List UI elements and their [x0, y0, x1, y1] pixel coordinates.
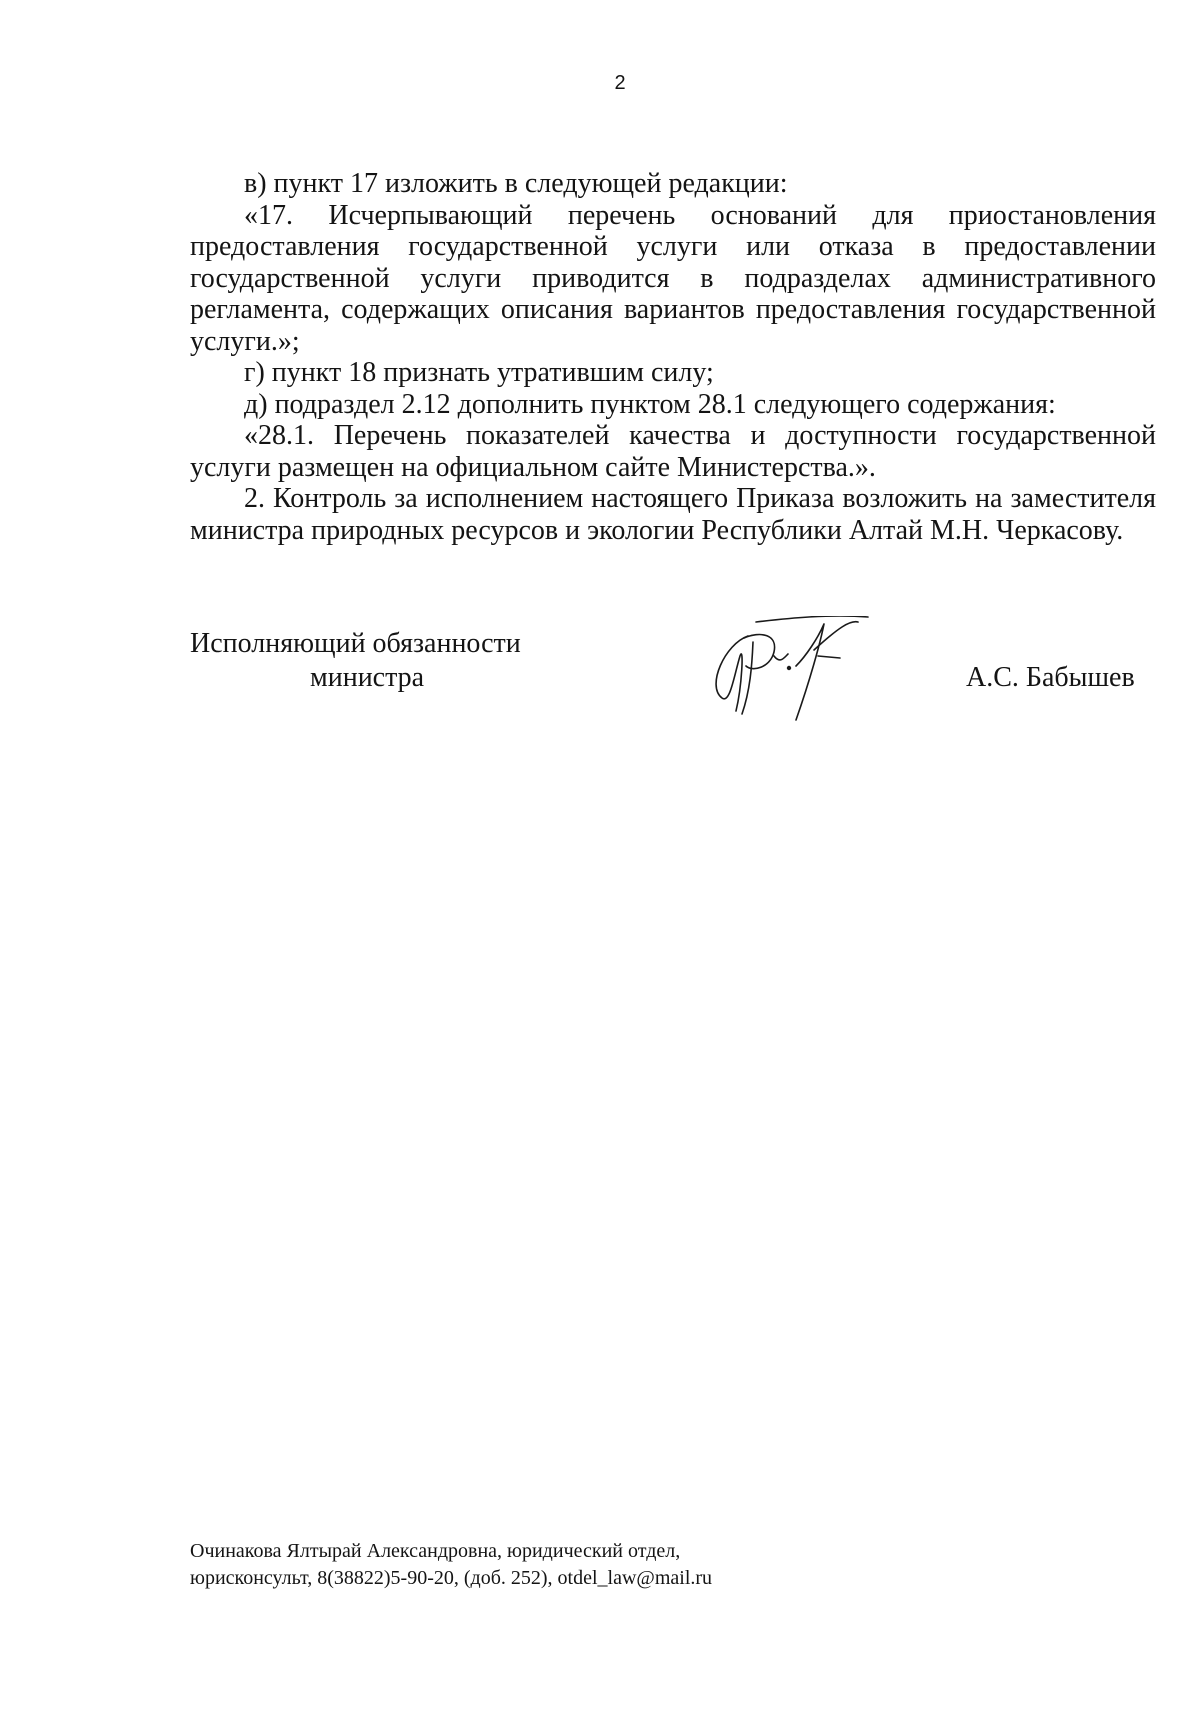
executor-footer: [190, 1538, 712, 1592]
page-number: 2: [614, 72, 626, 94]
paragraph-point-28-1: «28.1. Перечень показателей качества и доступности государственной услуги размещен на официальном сайте Министерства.».: [190, 420, 1156, 483]
paragraph-item-g: г) пункт 18 признать утратившим силу;: [244, 357, 714, 388]
signer-title: [190, 627, 521, 695]
paragraph-point-17: «17. Исчерпывающий перечень оснований для приостановления предоставления государственной услуги или отказа в предоставлении государственной услуги приводится в подразделах административного регламента, содержащих описания вариантов предоставления государственной услуги.»;: [190, 199, 1156, 357]
paragraph-control: 2. Контроль за исполнением настоящего Приказа возложить на заместителя министра природных ресурсов и экологии Республики Алтай М.Н. Черкасову.: [190, 483, 1156, 546]
executor-line2: юрисконсульт, 8(38822)5-90-20, (доб. 252), otdel_law@mail.ru: [190, 1567, 713, 1589]
signer-title-line1: Исполняющий обязанности: [190, 628, 521, 659]
paragraph-item-v: в) пункт 17 изложить в следующей редакции:: [244, 168, 788, 199]
document-body: [190, 168, 1156, 546]
signer-name: А.С. Бабышев: [966, 662, 1135, 693]
paragraph-item-d: д) подраздел 2.12 дополнить пунктом 28.1 следующего содержания:: [244, 388, 1056, 420]
executor-line1: Очинакова Ялтырай Александровна, юридический отдел,: [190, 1540, 681, 1562]
handwritten-signature-icon: [700, 616, 870, 726]
signer-title-line2: министра: [310, 662, 425, 693]
